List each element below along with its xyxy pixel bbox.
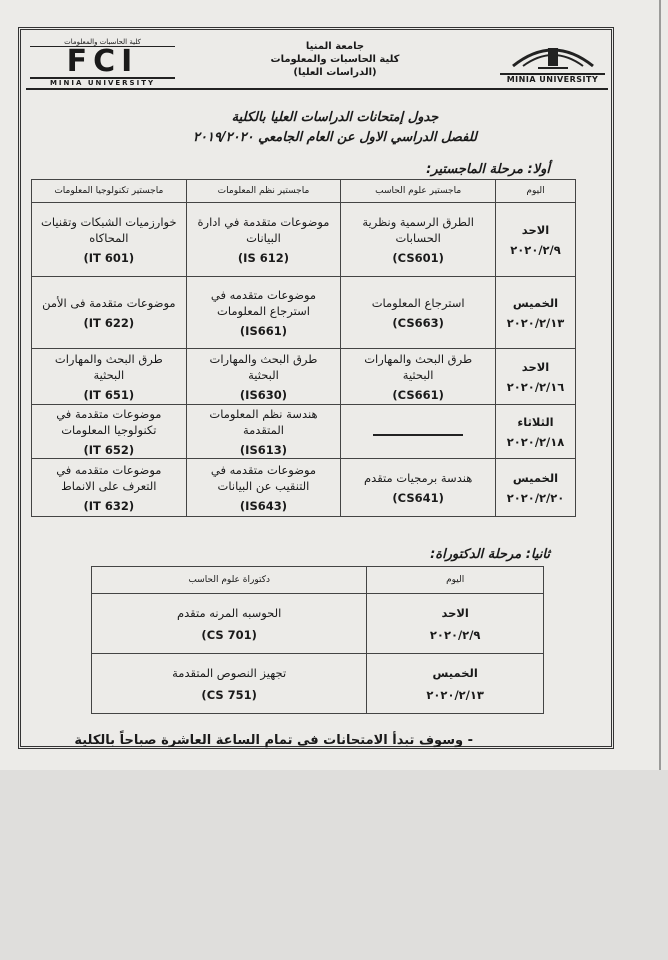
course-cell	[32, 405, 187, 459]
course-code: (IT 622)	[83, 315, 135, 330]
header-divider	[26, 88, 608, 90]
fci-logo-bottom-text: MINIA UNIVERSITY	[30, 77, 175, 87]
column-header-it: ماجستير تكنولوجيا المعلومات	[32, 180, 187, 203]
doctorate-exam-table	[91, 566, 544, 714]
course-title: موضوعات متقدمة في ادارة البيانات	[197, 214, 330, 245]
course-cell	[341, 277, 496, 349]
masters-heading: أولا: مرحلة الماجستير:	[426, 162, 550, 177]
column-header-cs-phd: دكتوراة علوم الحاسب	[92, 567, 367, 594]
course-code: (CS 751)	[201, 687, 257, 702]
course-code: (CS 701)	[201, 627, 257, 642]
schedule-title: جدول إمتحانات الدراسات العليا بالكلية	[231, 110, 439, 125]
schedule-subtitle: للفصل الدراسي الاول عن العام الجامعي ٢٠١٩/٢٠٢٠	[193, 130, 477, 145]
course-code: (IT 651)	[83, 387, 135, 402]
course-code: (IS661)	[239, 323, 288, 338]
course-title: موضوعات متقدمه في التعرف على الانماط	[56, 462, 162, 493]
column-header-is: ماجستير نظم المعلومات	[186, 180, 341, 203]
course-cell	[341, 349, 496, 405]
day-name: الثلاثاء	[517, 414, 554, 429]
day-name: الخميس	[512, 470, 559, 485]
course-title: خوارزميات الشبكات وتقنيات المحاكاه	[41, 214, 177, 245]
course-title: موضوعات متقدمه في التنقيب عن البيانات	[210, 462, 317, 493]
no-exam-dash	[373, 434, 463, 436]
empty-course-cell	[341, 405, 496, 459]
course-cell	[32, 277, 187, 349]
scanner-background	[0, 770, 668, 960]
course-cell	[186, 459, 341, 517]
course-title: طرق البحث والمهارات البحثية	[364, 351, 473, 382]
column-header-cs: ماجستير علوم الحاسب	[341, 180, 496, 203]
fci-logo-mark: FCI	[66, 44, 139, 79]
course-title: الحوسبه المرنه متقدم	[177, 605, 282, 620]
page-edge-shadow	[659, 0, 661, 770]
table-header-row	[32, 180, 576, 203]
column-header-day: اليوم	[367, 567, 544, 594]
course-title: هندسة نظم المعلومات المتقدمة	[209, 406, 318, 437]
exam-date: ٢٠٢٠/٢/٢٠	[506, 490, 565, 505]
exam-date: ٢٠٢٠/٢/١٣	[426, 687, 484, 702]
course-cell	[32, 203, 187, 277]
faculty-name: كلية الحاسبات والمعلومات	[270, 54, 400, 65]
course-code: (IT 632)	[83, 498, 135, 513]
course-cell	[92, 654, 367, 714]
university-name: جامعة المنيا	[305, 41, 365, 52]
course-cell	[186, 405, 341, 459]
day-cell	[496, 277, 576, 349]
exam-date: ٢٠٢٠/٢/١٣	[506, 315, 565, 330]
course-cell	[32, 459, 187, 517]
exam-date: ٢٠٢٠/٢/٩	[429, 627, 481, 642]
course-cell	[341, 203, 496, 277]
minia-logo-text: MINIA UNIVERSITY	[500, 73, 605, 84]
table-row	[32, 349, 576, 405]
department-name: (الدراسات العليا)	[293, 67, 377, 78]
day-cell	[496, 349, 576, 405]
course-code: (CS641)	[392, 490, 444, 505]
course-cell	[92, 594, 367, 654]
day-name: الاحد	[521, 359, 550, 374]
course-code: (CS663)	[392, 315, 444, 330]
course-cell	[186, 203, 341, 277]
course-code: (CS661)	[392, 387, 444, 402]
day-cell	[496, 405, 576, 459]
minia-emblem-icon	[508, 38, 598, 72]
course-code: (IS 612)	[237, 250, 290, 265]
exam-date: ٢٠٢٠/٢/١٨	[506, 434, 565, 449]
course-title: استرجاع المعلومات	[371, 295, 465, 310]
course-cell	[186, 349, 341, 405]
course-title: تجهيز النصوص المتقدمة	[172, 665, 287, 680]
table-row	[32, 459, 576, 517]
course-code: (IS643)	[239, 498, 288, 513]
course-title: طرق البحث والمهارات البحثية	[209, 351, 318, 382]
course-cell	[32, 349, 187, 405]
masters-exam-table	[31, 179, 576, 517]
table-row	[92, 654, 544, 714]
doctorate-heading: ثانيا: مرحلة الدكتوراة:	[430, 547, 550, 562]
fci-logo	[30, 38, 175, 86]
course-cell	[186, 277, 341, 349]
minia-university-logo	[500, 38, 605, 86]
course-code: (CS601)	[392, 250, 444, 265]
course-code: (IS630)	[239, 387, 288, 402]
table-row	[32, 277, 576, 349]
table-row	[32, 203, 576, 277]
day-cell	[496, 459, 576, 517]
course-title: موضوعات متقدمه في استرجاع المعلومات	[210, 287, 317, 318]
course-code: (IT 652)	[83, 442, 135, 457]
university-header	[240, 40, 430, 79]
fci-logo-top-text: كلية الحاسبات والمعلومات	[30, 38, 175, 47]
day-name: الخميس	[432, 665, 478, 680]
table-row	[92, 594, 544, 654]
day-cell	[367, 654, 544, 714]
course-code: (IS613)	[239, 442, 288, 457]
table-header-row	[92, 567, 544, 594]
table-row	[32, 405, 576, 459]
day-name: الاحد	[521, 222, 550, 237]
exam-date: ٢٠٢٠/٢/٩	[510, 242, 561, 257]
day-name: الخميس	[512, 295, 559, 310]
column-header-day: اليوم	[496, 180, 576, 203]
exam-time-note: - وسوف تبدأ الامتحانات فى تمام الساعة العاشرة صباحاً بالكلية	[74, 733, 473, 748]
course-title: طرق البحث والمهارات البحثية	[54, 351, 163, 382]
course-code: (IT 601)	[83, 250, 135, 265]
course-title: هندسة برمجيات متقدم	[364, 470, 473, 485]
course-title: موضوعات متقدمة في تكنولوجيا المعلومات	[56, 406, 162, 437]
day-cell	[367, 594, 544, 654]
course-title: الطرق الرسمية ونظرية الحسابات	[362, 214, 474, 245]
course-cell	[341, 459, 496, 517]
day-name: الاحد	[441, 605, 469, 620]
day-cell	[496, 203, 576, 277]
exam-date: ٢٠٢٠/٢/١٦	[506, 379, 565, 394]
course-title: موضوعات متقدمة فى الأمن	[42, 295, 176, 310]
